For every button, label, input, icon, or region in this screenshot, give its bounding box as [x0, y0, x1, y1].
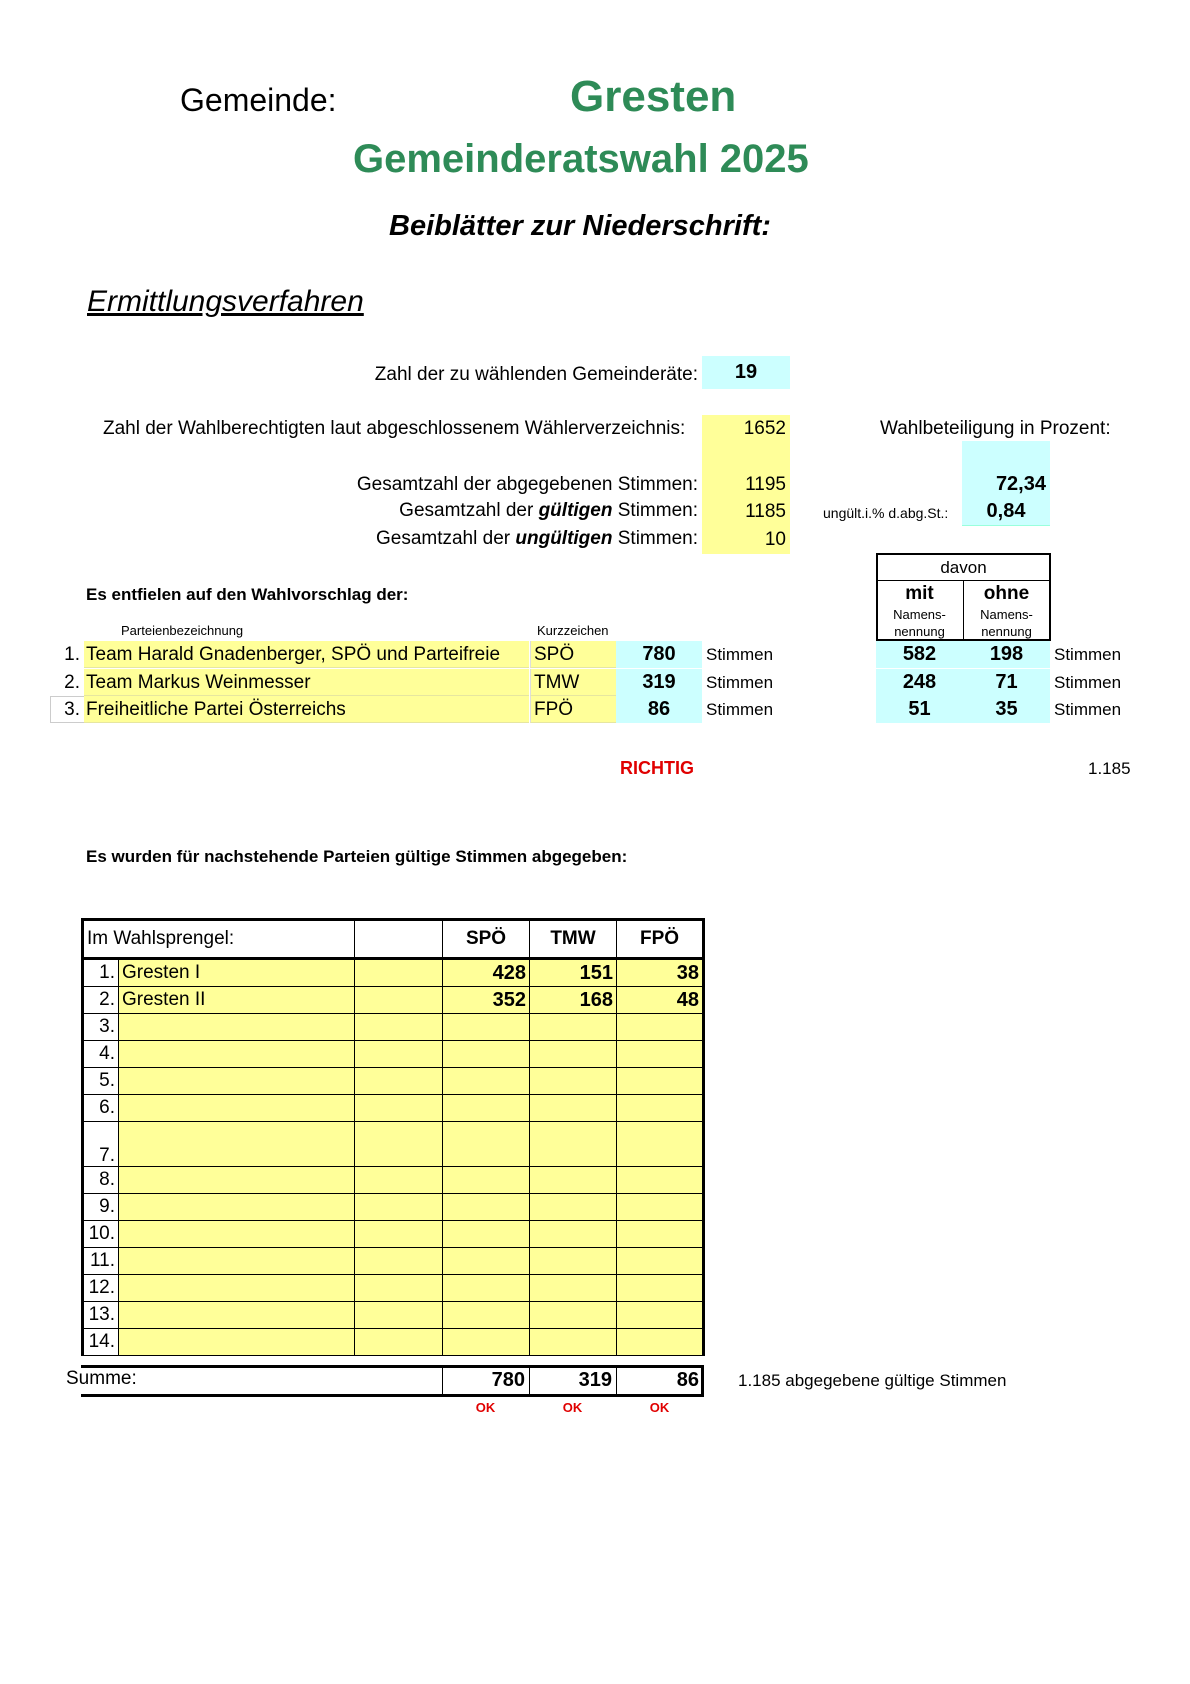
district-name[interactable] [119, 1041, 355, 1068]
party-votes: 86 [616, 696, 702, 723]
sum-label: Summe: [66, 1368, 137, 1389]
party-ohne: 35 [963, 696, 1050, 723]
party-short-cell [530, 669, 616, 696]
district-extra[interactable] [355, 1194, 443, 1221]
party-short-cell [530, 696, 616, 723]
party-short-cell [530, 641, 616, 668]
districts-heading: Es wurden für nachstehende Parteien gültige Stimmen abgegeben: [86, 847, 628, 866]
district-row [83, 1221, 704, 1248]
district-votes[interactable] [443, 1041, 530, 1068]
district-col-label: Im Wahlsprengel: [83, 920, 355, 959]
district-name[interactable]: Gresten I [119, 959, 355, 987]
stimmen-label: Stimmen [706, 700, 774, 719]
district-votes[interactable]: 151 [530, 959, 617, 987]
district-votes[interactable] [617, 1041, 704, 1068]
district-votes[interactable] [617, 1329, 704, 1356]
gemeinde-label: Gemeinde: [180, 82, 337, 118]
col-short-header: Kurzzeichen [537, 623, 609, 638]
districts-table [81, 918, 705, 1356]
district-name[interactable] [119, 1302, 355, 1329]
mit-nennung: nennung [894, 624, 945, 639]
eligible-value: 1652 [743, 418, 786, 439]
election-title: Gemeinderatswahl 2025 [353, 137, 809, 181]
district-votes[interactable]: 168 [530, 987, 617, 1014]
district-votes[interactable] [617, 1302, 704, 1329]
district-name[interactable] [119, 1329, 355, 1356]
sum-value: 319 [578, 1369, 612, 1391]
district-number: 14. [83, 1329, 119, 1356]
district-row [83, 1329, 704, 1356]
ok-flag: OK [562, 1400, 583, 1415]
invalid-pct-label: ungült.i.% d.abg.St.: [823, 505, 949, 521]
subtitle: Beiblätter zur Niederschrift: [389, 210, 771, 242]
district-votes[interactable]: 48 [617, 987, 704, 1014]
mit-namens: Namens- [893, 607, 946, 622]
parties-total: 1.185 [1088, 759, 1131, 778]
valid-label: Gesamtzahl der gültigen Stimmen: [399, 500, 698, 521]
cast-value: 1195 [745, 474, 786, 495]
district-name[interactable] [119, 1194, 355, 1221]
district-votes[interactable] [617, 1014, 704, 1041]
party-short: FPÖ [534, 699, 574, 720]
district-extra[interactable] [355, 1275, 443, 1302]
district-extra[interactable] [355, 959, 443, 987]
district-votes[interactable] [617, 1167, 704, 1194]
party-name: Freiheitliche Partei Österreichs [86, 699, 346, 720]
col-name-header: Parteienbezeichnung [121, 623, 244, 638]
district-extra[interactable] [355, 1095, 443, 1122]
sum-value: 780 [491, 1369, 525, 1391]
stimmen-label: Stimmen [1054, 700, 1122, 719]
district-row [83, 1122, 704, 1167]
district-votes[interactable] [617, 1221, 704, 1248]
stimmen-label: Stimmen [706, 645, 774, 664]
district-votes[interactable] [530, 1275, 617, 1302]
section-heading: Ermittlungsverfahren [87, 285, 364, 318]
district-name[interactable] [119, 1167, 355, 1194]
district-number: 1. [83, 959, 119, 987]
stimmen-label: Stimmen [706, 673, 774, 692]
party-votes: 780 [616, 641, 702, 668]
district-votes[interactable] [530, 1221, 617, 1248]
party-mit: 51 [876, 696, 963, 723]
councillors-label: Zahl der zu wählenden Gemeinderäte: [374, 364, 698, 385]
party-ohne: 71 [963, 669, 1050, 696]
district-number: 3. [83, 1014, 119, 1041]
district-row [83, 987, 704, 1014]
district-extra[interactable] [355, 1014, 443, 1041]
party-header: FPÖ [617, 920, 704, 959]
district-votes[interactable] [530, 1194, 617, 1221]
district-votes[interactable] [617, 1194, 704, 1221]
party-short: SPÖ [534, 644, 575, 665]
district-votes[interactable] [443, 1275, 530, 1302]
district-name[interactable] [119, 1068, 355, 1095]
district-name[interactable] [119, 1095, 355, 1122]
district-name[interactable]: Gresten II [119, 987, 355, 1014]
party-number: 2. [64, 672, 80, 693]
district-votes[interactable] [530, 1248, 617, 1275]
district-votes[interactable] [617, 1275, 704, 1302]
turnout-label: Wahlbeteiligung in Prozent: [880, 418, 1111, 439]
district-number: 6. [83, 1095, 119, 1122]
invalid-label: Gesamtzahl der ungültigen Stimmen: [375, 528, 698, 549]
party-mit: 248 [876, 669, 963, 696]
district-number: 7. [83, 1122, 119, 1167]
district-extra[interactable] [355, 1248, 443, 1275]
district-extra[interactable] [355, 1122, 443, 1167]
district-votes[interactable] [443, 1329, 530, 1356]
district-row [83, 1248, 704, 1275]
district-votes[interactable] [443, 1221, 530, 1248]
district-extra[interactable] [355, 1167, 443, 1194]
district-votes[interactable] [443, 1302, 530, 1329]
district-row [83, 1014, 704, 1041]
mit-label: mit [905, 583, 934, 604]
district-row [83, 1095, 704, 1122]
district-votes[interactable] [617, 1122, 704, 1167]
party-mit: 582 [876, 641, 963, 668]
district-name[interactable] [119, 1014, 355, 1041]
district-votes[interactable]: 38 [617, 959, 704, 987]
district-votes[interactable] [443, 1194, 530, 1221]
district-row [83, 1041, 704, 1068]
district-votes[interactable]: 352 [443, 987, 530, 1014]
stimmen-label: Stimmen [1054, 673, 1122, 692]
district-number: 9. [83, 1194, 119, 1221]
sum-divider [701, 1365, 704, 1397]
district-extra[interactable] [355, 1221, 443, 1248]
party-name-cell [84, 669, 529, 696]
district-row [83, 1302, 704, 1329]
sum-value: 86 [676, 1369, 699, 1391]
district-name[interactable] [119, 1221, 355, 1248]
check-status: RICHTIG [620, 758, 694, 778]
sum-note: 1.185 abgegebene gültige Stimmen [738, 1371, 1007, 1390]
district-number: 11. [83, 1248, 119, 1275]
district-extra[interactable] [355, 1302, 443, 1329]
district-votes[interactable] [530, 1167, 617, 1194]
district-extra[interactable] [355, 1041, 443, 1068]
district-extra[interactable] [355, 1329, 443, 1356]
party-name: Team Markus Weinmesser [86, 672, 311, 693]
district-row [83, 1194, 704, 1221]
district-name[interactable] [119, 1248, 355, 1275]
ok-flag: OK [649, 1400, 670, 1415]
party-number: 3. [64, 699, 80, 720]
row-marker [50, 696, 84, 723]
eligible-label: Zahl der Wahlberechtigten laut abgeschlossenem Wählerverzeichnis: [103, 418, 686, 439]
party-name: Team Harald Gnadenberger, SPÖ und Parteifreie [86, 644, 501, 665]
district-row [83, 1068, 704, 1095]
party-name-cell [84, 641, 529, 668]
invalid-pct-value: 0,84 [986, 500, 1026, 522]
district-votes[interactable] [530, 1041, 617, 1068]
district-name[interactable] [119, 1122, 355, 1167]
district-votes[interactable]: 428 [443, 959, 530, 987]
cast-label: Gesamtzahl der abgegebenen Stimmen: [356, 474, 698, 495]
district-row [83, 959, 704, 987]
district-votes[interactable] [617, 1248, 704, 1275]
district-row [83, 1275, 704, 1302]
ohne-nennung: nennung [981, 624, 1032, 639]
party-votes: 319 [616, 669, 702, 696]
party-short: TMW [534, 672, 580, 693]
district-extra[interactable] [355, 987, 443, 1014]
district-row [83, 1167, 704, 1194]
valid-value: 1185 [745, 501, 786, 522]
turnout-value: 72,34 [995, 473, 1046, 495]
district-votes[interactable] [443, 1095, 530, 1122]
davon-label: davon [940, 558, 987, 577]
parties-heading: Es entfielen auf den Wahlvorschlag der: [86, 585, 409, 604]
district-votes[interactable] [443, 1248, 530, 1275]
invalid-value: 10 [764, 529, 786, 550]
party-number: 1. [64, 644, 80, 665]
party-ohne: 198 [963, 641, 1050, 668]
district-votes[interactable] [443, 1122, 530, 1167]
district-votes[interactable] [443, 1167, 530, 1194]
district-number: 10. [83, 1221, 119, 1248]
councillors-value: 19 [702, 356, 790, 389]
district-number: 8. [83, 1167, 119, 1194]
stimmen-label: Stimmen [1054, 645, 1122, 664]
party-header: TMW [530, 920, 617, 959]
ohne-namens: Namens- [980, 607, 1033, 622]
blank-header [355, 920, 443, 959]
district-votes[interactable] [443, 1068, 530, 1095]
district-name[interactable] [119, 1275, 355, 1302]
district-votes[interactable] [530, 1068, 617, 1095]
district-votes[interactable] [617, 1095, 704, 1122]
district-number: 5. [83, 1068, 119, 1095]
gemeinde-name: Gresten [570, 72, 737, 121]
ok-flag: OK [475, 1400, 496, 1415]
party-name-cell [84, 696, 529, 723]
district-votes[interactable] [530, 1302, 617, 1329]
district-votes[interactable] [530, 1329, 617, 1356]
district-number: 4. [83, 1041, 119, 1068]
district-number: 12. [83, 1275, 119, 1302]
district-votes[interactable] [617, 1068, 704, 1095]
district-extra[interactable] [355, 1068, 443, 1095]
district-votes[interactable] [443, 1014, 530, 1041]
ohne-label: ohne [983, 583, 1030, 604]
district-votes[interactable] [530, 1095, 617, 1122]
district-votes[interactable] [530, 1014, 617, 1041]
district-votes[interactable] [530, 1122, 617, 1167]
district-number: 13. [83, 1302, 119, 1329]
district-number: 2. [83, 987, 119, 1014]
party-header: SPÖ [443, 920, 530, 959]
